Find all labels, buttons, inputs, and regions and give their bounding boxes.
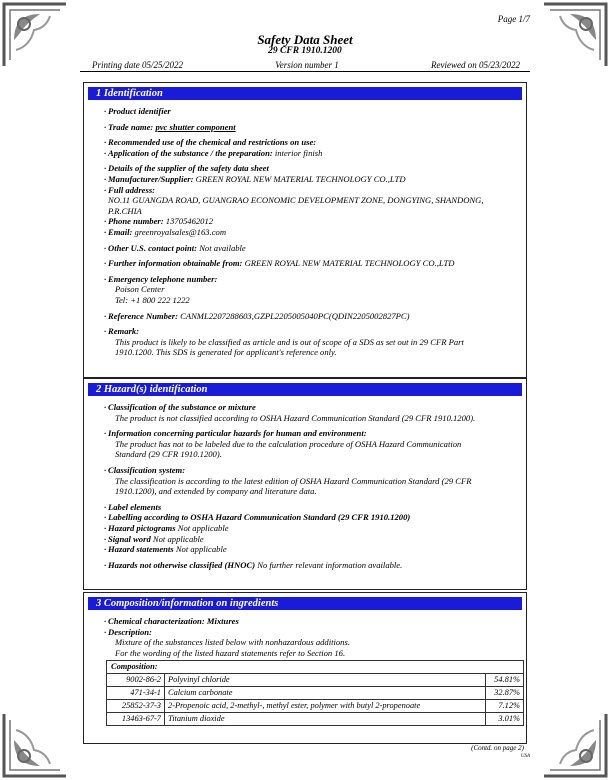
substance-percent: 32.87%	[486, 687, 524, 700]
section-hazard-identification	[83, 378, 527, 590]
other-contact-label: Other U.S. contact point:	[108, 242, 198, 253]
remark-line-1: This product is likely to be classified as article and is out of scope of a SDS as set out in 29 CFR Part	[115, 336, 464, 347]
cas-number: 25852-37-3	[107, 700, 165, 713]
section-heading: 2 Hazard(s) identification	[88, 383, 522, 396]
hazard-statements-value: Not applicable	[175, 544, 227, 555]
reference-label: Reference Number:	[108, 310, 178, 321]
document-subtitle: 29 CFR 1910.1200	[268, 46, 342, 56]
signal-word-label: Signal word	[108, 533, 151, 544]
cas-number: 13463-67-7	[107, 713, 165, 726]
version-number: Version number 1	[275, 60, 339, 70]
further-info-value: GREEN ROYAL NEW MATERIAL TECHNOLOGY CO.,LTD	[244, 258, 455, 269]
continued-note: (Contd. on page 2)	[471, 744, 524, 752]
section-heading: 3 Composition/information on ingredients	[88, 597, 522, 610]
label-elements-label: Label elements	[108, 501, 162, 512]
table-row	[107, 713, 524, 726]
further-info-label: Further information obtainable from:	[108, 258, 243, 269]
remark-line-2: 1910.1200. This SDS is generated for applicant's reference only.	[115, 347, 337, 358]
table-row	[107, 674, 524, 687]
substance-name: Calcium carbonate	[165, 687, 486, 700]
section-heading: 1 Identification	[88, 87, 522, 100]
region-label: USA	[520, 754, 530, 759]
table-header-row	[107, 661, 524, 674]
composition-table	[106, 660, 524, 726]
address-line-2: P.R.CHIA	[108, 205, 142, 216]
address-line-1: NO.11 GUANGDA ROAD, GUANGRAO ECONOMIC DEVELOPMENT ZONE, DONGYING, SHANDONG,	[108, 195, 484, 206]
description-label: Description:	[108, 626, 152, 637]
classification-text: The product is not classified according to OSHA Hazard Communication Standard (29 CFR 1910.1200).	[115, 412, 476, 423]
composition-header: Composition:	[111, 662, 158, 672]
info-bar	[92, 60, 520, 70]
table-row	[107, 687, 524, 700]
corner-ornament-icon	[0, 0, 70, 70]
emergency-phone-label: Emergency telephone number:	[108, 273, 218, 284]
substance-percent: 3.01%	[486, 713, 524, 726]
labelling-label: Labelling according to OSHA Hazard Communication Standard (29 CFR 1910.1200)	[108, 512, 411, 523]
section-composition	[83, 592, 527, 744]
header-divider	[80, 71, 530, 72]
printing-date: Printing date 05/25/2022	[92, 60, 183, 70]
emergency-line-1: Poison Center	[115, 284, 165, 295]
hazard-info-label: Information concerning particular hazards for human and environment:	[108, 428, 367, 439]
signal-word-value: Not applicable	[152, 533, 204, 544]
pictograms-label: Hazard pictograms	[108, 522, 176, 533]
recommended-use-label: Recommended use of the chemical and restrictions on use:	[108, 137, 317, 148]
email-label: Email:	[108, 226, 133, 237]
corner-ornament-icon	[540, 0, 610, 70]
remark-label: Remark:	[108, 326, 140, 337]
manufacturer-value: GREEN ROYAL NEW MATERIAL TECHNOLOGY CO.,LTD	[195, 173, 406, 184]
address-label: Full address:	[108, 184, 156, 195]
email-value: greenroyalsales@163.com	[134, 226, 227, 237]
corner-ornament-icon	[0, 710, 70, 780]
application-value: interior finish	[274, 147, 323, 158]
substance-percent: 7.12%	[486, 700, 524, 713]
emergency-line-2: Tel: +1 800 222 1222	[115, 294, 190, 305]
cas-number: 471-34-1	[107, 687, 165, 700]
reference-value: CANML2207288603,GZPL2205005040PC(QDIN2205002827PC)	[180, 310, 410, 321]
substance-name: Titanium dioxide	[165, 713, 486, 726]
substance-name: Polyvinyl chloride	[165, 674, 486, 687]
corner-ornament-icon	[540, 710, 610, 780]
hnoc-value: No further relevant information available.	[257, 559, 403, 570]
phone-value: 13705462012	[165, 216, 214, 227]
classification-label: Classification of the substance or mixture	[108, 402, 256, 412]
chemical-characterization-label: Chemical characterization: Mixtures	[108, 616, 239, 626]
trade-name-value: pvc shutter component	[155, 121, 236, 132]
hazard-statements-label: Hazard statements	[108, 544, 174, 555]
application-label: Application of the substance / the preparation:	[108, 147, 273, 158]
description-line-1: Mixture of the substances listed below with nonhazardous additions.	[115, 637, 350, 648]
substance-name: 2-Propenoic acid, 2-methyl-, methyl ester, polymer with butyl 2-propenoate	[165, 700, 486, 713]
section-identification	[83, 82, 527, 378]
hazard-info-line-1: The product has not to be labeled due to the calculation procedure of OSHA Hazard Communication	[115, 438, 462, 449]
document-title: Safety Data Sheet	[257, 32, 353, 47]
classification-system-line-2: 1910.1200), and extended by company and literature data.	[115, 486, 317, 497]
trade-name-label: Trade name:	[108, 121, 154, 132]
page-number: Page 1/7	[497, 14, 530, 24]
classification-system-label: Classification system:	[108, 464, 186, 475]
pictograms-value: Not applicable	[177, 522, 229, 533]
cas-number: 9002-86-2	[107, 674, 165, 687]
description-line-2: For the wording of the listed hazard statements refer to Section 16.	[115, 647, 346, 658]
other-contact-value: Not available	[199, 242, 246, 253]
phone-label: Phone number:	[108, 216, 164, 227]
product-identifier-label: Product identifier	[108, 106, 171, 116]
supplier-details-label: Details of the supplier of the safety data sheet	[108, 163, 269, 174]
manufacturer-label: Manufacturer/Supplier:	[108, 173, 194, 184]
table-row	[107, 700, 524, 713]
hazard-info-line-2: Standard (29 CFR 1910.1200).	[115, 449, 222, 460]
substance-percent: 54.81%	[486, 674, 524, 687]
reviewed-date: Reviewed on 05/23/2022	[431, 60, 520, 70]
classification-system-line-1: The classification is according to the latest edition of OSHA Hazard Communication Standard (29 CFR	[115, 475, 472, 486]
document-page	[80, 10, 530, 775]
hnoc-label: Hazards not otherwise classified (HNOC)	[108, 559, 256, 570]
